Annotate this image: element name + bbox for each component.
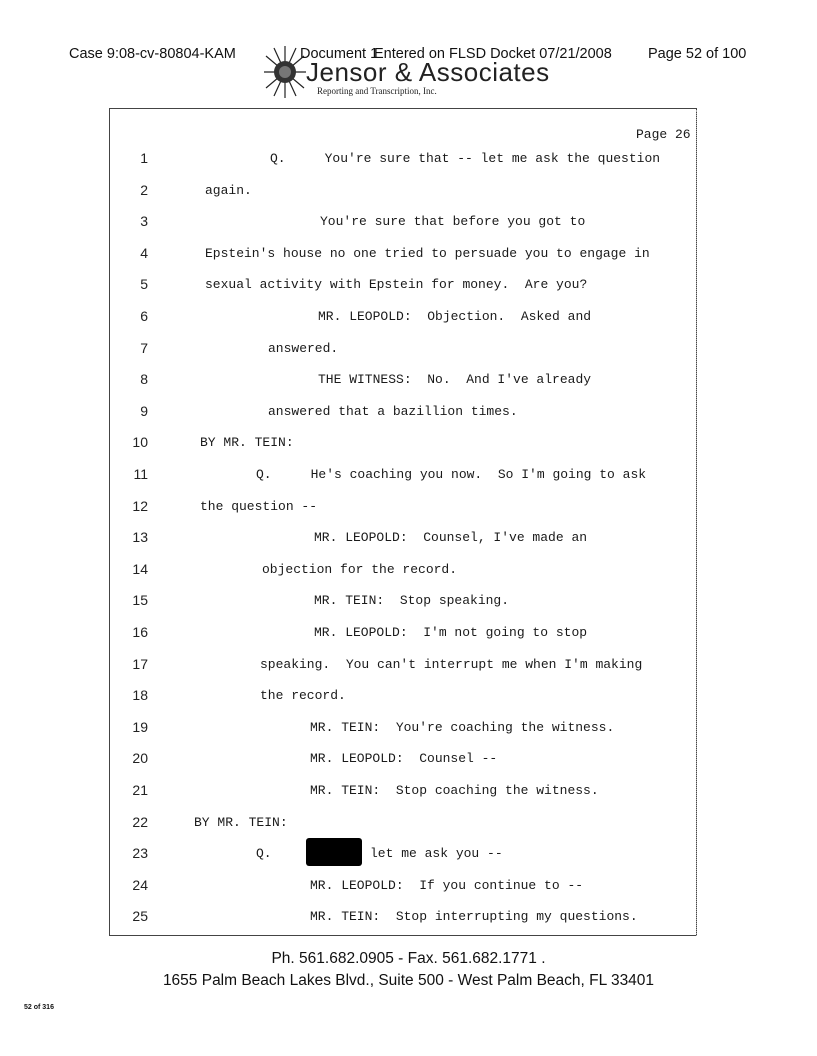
line-number: 24 <box>132 876 148 893</box>
transcript-line: BY MR. TEIN: <box>194 814 288 830</box>
transcript-line: speaking. You can't interrupt me when I'm making <box>260 656 643 672</box>
transcript-line: MR. TEIN: Stop speaking. <box>314 593 510 609</box>
transcript-frame <box>109 108 697 936</box>
line-number: 3 <box>140 213 148 230</box>
line-number: 5 <box>140 276 148 293</box>
line-number: 15 <box>132 592 148 609</box>
redaction-block <box>306 838 362 866</box>
bates-number: 52 of 316 <box>24 1004 54 1011</box>
line-number: 16 <box>132 624 148 640</box>
line-number: 17 <box>132 655 148 672</box>
transcript-line: Q. <box>256 846 272 862</box>
docket-entry: Entered on FLSD Docket 07/21/2008 <box>374 46 612 62</box>
footer-address: 1655 Palm Beach Lakes Blvd., Suite 500 - West Palm Beach, FL 33401 <box>162 972 655 989</box>
document-label: Document 1 <box>300 46 379 62</box>
transcript-line: MR. LEOPOLD: I'm not going to stop <box>314 625 588 640</box>
line-number: 6 <box>140 308 148 324</box>
transcript-line: THE WITNESS: No. And I've already <box>318 372 592 388</box>
transcript-line: Epstein's house no one tried to persuade you to engage in <box>205 245 650 261</box>
line-number: 2 <box>140 181 148 198</box>
line-number: 20 <box>132 750 148 767</box>
transcript-line-continuation: let me ask you -- <box>370 846 503 862</box>
line-number: 4 <box>140 244 148 261</box>
transcript-line: sexual activity with Epstein for money. Are you? <box>205 277 588 293</box>
transcript-line: the record. <box>260 688 346 704</box>
transcript-page-number: Page 26 <box>636 127 691 142</box>
footer-phone: Ph. 561.682.0905 - Fax. 561.682.1771 . <box>271 950 546 967</box>
line-number: 8 <box>140 371 148 388</box>
line-number: 7 <box>140 339 148 356</box>
transcript-line: objection for the record. <box>262 561 458 577</box>
line-number: 21 <box>132 782 148 798</box>
line-number: 1 <box>140 150 148 166</box>
transcript-line: MR. TEIN: Stop coaching the witness. <box>310 783 599 798</box>
line-number: 14 <box>132 560 148 577</box>
transcript-line: Q. He's coaching you now. So I'm going to ask <box>256 467 647 482</box>
line-number: 10 <box>132 434 148 451</box>
line-number: 25 <box>132 908 148 925</box>
line-number: 12 <box>132 497 148 514</box>
transcript-line: BY MR. TEIN: <box>200 435 294 451</box>
transcript-line: answered that a bazillion times. <box>268 403 518 419</box>
reporter-name: Jensor & Associates <box>306 57 550 87</box>
transcript-line: MR. TEIN: Stop interrupting my questions. <box>310 909 638 925</box>
line-number: 23 <box>132 845 148 862</box>
transcript-line: MR. TEIN: You're coaching the witness. <box>310 719 615 735</box>
transcript-line: again. <box>205 182 252 198</box>
reporter-logo <box>262 42 562 102</box>
line-number: 9 <box>140 402 148 419</box>
transcript-line: You're sure that before you got to <box>320 214 586 230</box>
transcript-line: answered. <box>268 340 339 356</box>
line-number: 11 <box>133 466 148 482</box>
line-number: 13 <box>132 529 148 546</box>
filing-page-number: Page 52 of 100 <box>648 46 747 62</box>
reporter-tagline: Reporting and Transcription, Inc. <box>317 86 437 96</box>
transcript-line: MR. LEOPOLD: Counsel, I've made an <box>314 530 588 546</box>
transcript-line: the question -- <box>200 498 318 514</box>
case-number: Case 9:08-cv-80804-KAM <box>69 46 236 62</box>
transcript-line: MR. LEOPOLD: Objection. Asked and <box>318 309 592 324</box>
sunburst-icon <box>262 42 308 100</box>
transcript-line: MR. LEOPOLD: Counsel -- <box>310 751 498 767</box>
transcript-line: MR. LEOPOLD: If you continue to -- <box>310 877 584 893</box>
line-number: 22 <box>132 813 148 830</box>
line-number: 18 <box>132 687 148 704</box>
transcript-line: Q. You're sure that -- let me ask the question <box>270 151 661 166</box>
line-number: 19 <box>132 718 148 735</box>
frame-edge <box>696 110 700 936</box>
